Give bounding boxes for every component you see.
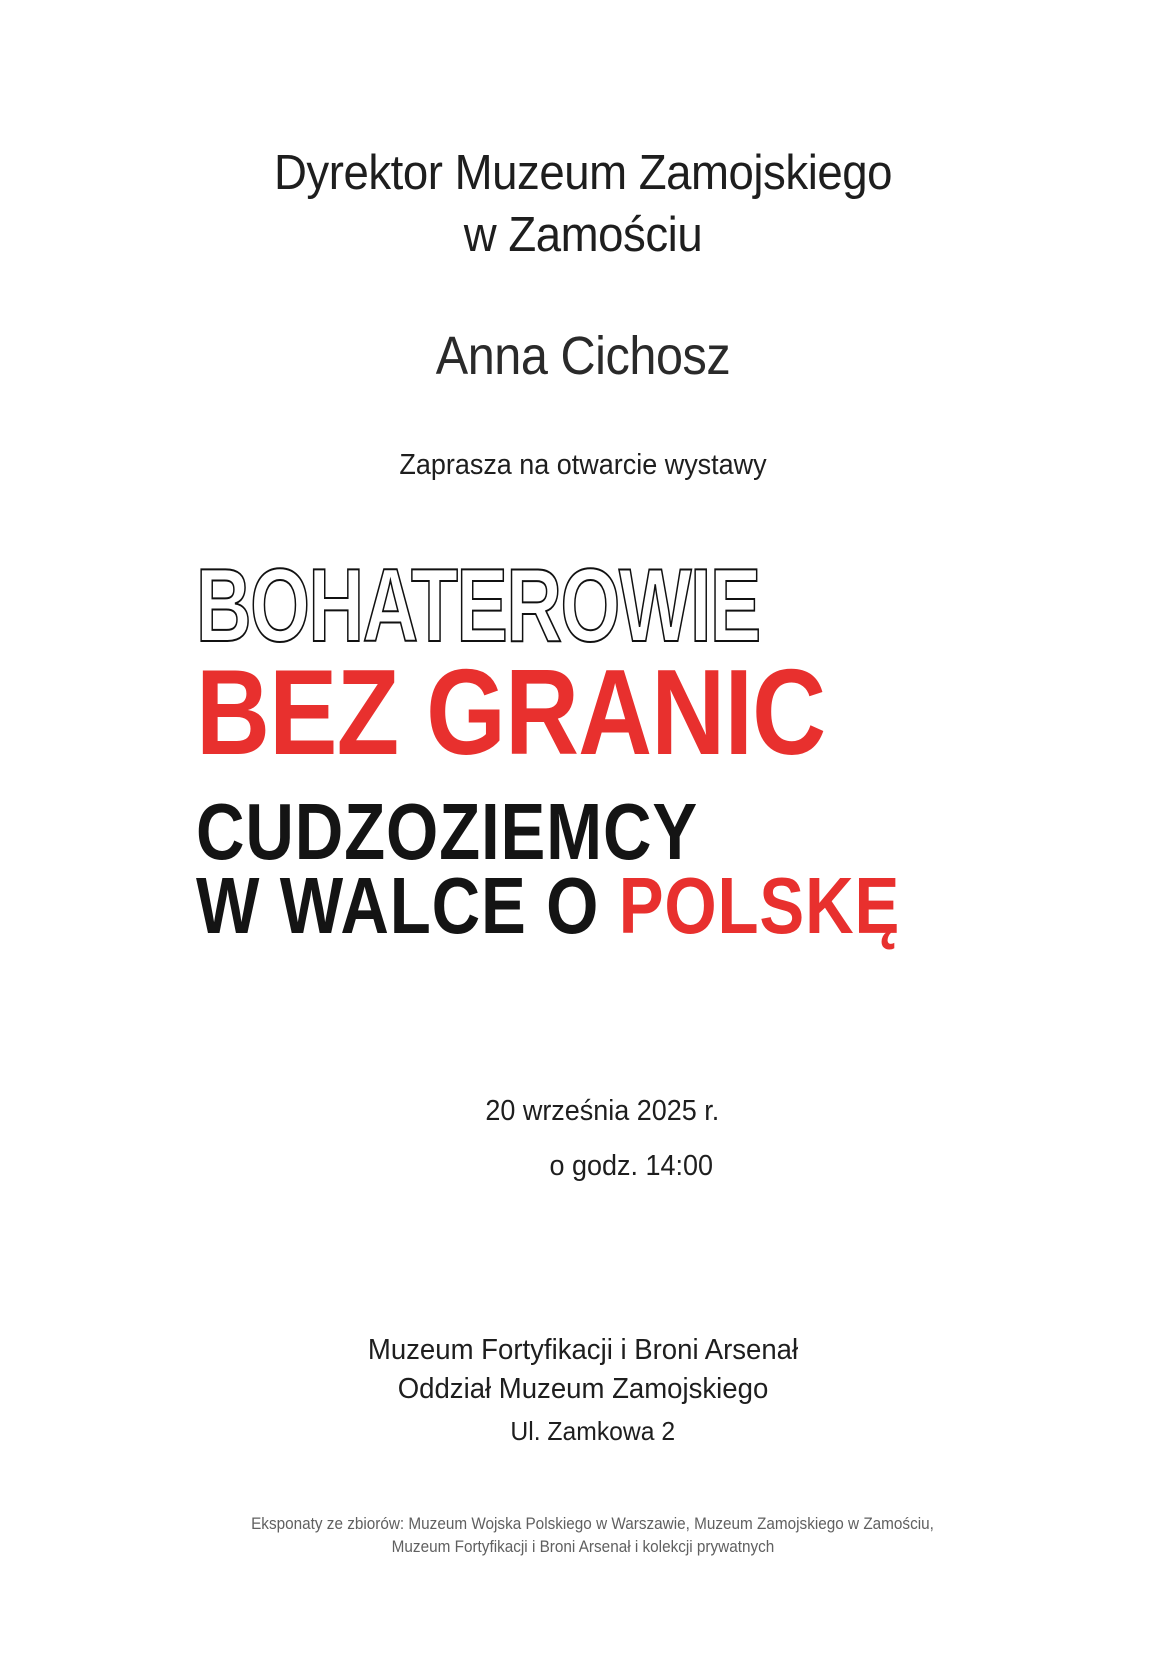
venue-name: Muzeum Fortyfikacji i Broni Arsenał bbox=[367, 1334, 799, 1366]
exhibition-subtitle-line1: CUDZOZIEMCY bbox=[196, 787, 699, 876]
venue-address: Ul. Zamkowa 2 bbox=[510, 1416, 676, 1446]
credits-line1: Eksponaty ze zbiorów: Muzeum Wojska Polskiego w Warszawie, Muzeum Zamojskiego w Zamościu, bbox=[251, 1514, 934, 1533]
subtitle-black-part: W WALCE O bbox=[196, 861, 619, 950]
host-title bbox=[41, 142, 1125, 266]
event-time: o godz. 14:00 bbox=[549, 1150, 713, 1182]
subtitle-red-part: POLSKĘ bbox=[618, 861, 901, 950]
exhibition-title-red: BEZ GRANIC bbox=[196, 644, 826, 780]
host-title-line1: Dyrektor Muzeum Zamojskiego bbox=[273, 146, 893, 200]
exhibition-subtitle-line2 bbox=[196, 861, 901, 950]
invitation-text: Zaprasza na otwarcie wystawy bbox=[399, 449, 767, 481]
host-title-line2: w Zamościu bbox=[463, 208, 703, 262]
credits-line2: Muzeum Fortyfikacji i Broni Arsenał i kolekcji prywatnych bbox=[391, 1537, 775, 1556]
host-name: Anna Cichosz bbox=[435, 326, 731, 386]
venue-branch: Oddział Muzeum Zamojskiego bbox=[397, 1373, 769, 1405]
exhibition-title-outline: BOHATEROWIE bbox=[196, 548, 760, 664]
event-date: 20 września 2025 r. bbox=[485, 1095, 720, 1127]
